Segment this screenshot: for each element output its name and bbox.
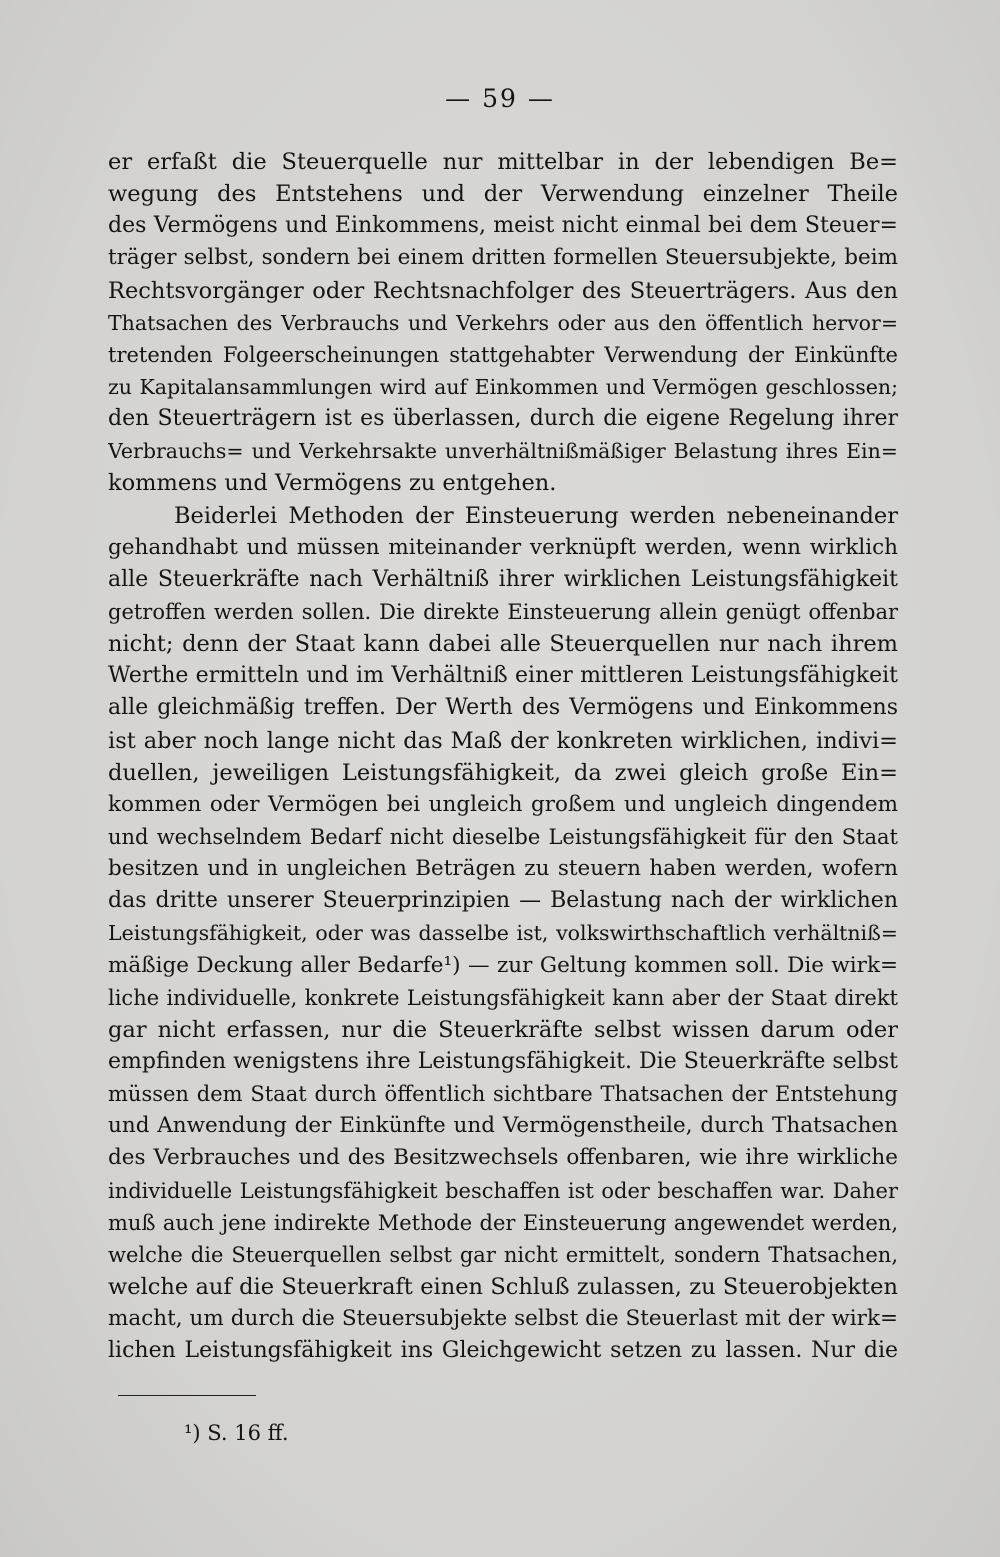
text-line: gehandhabt und müssen miteinander verknüpft werden, wenn wirklich — [108, 534, 898, 560]
page-number: — 59 — — [445, 84, 555, 113]
text-line: alle gleichmäßig treffen. Der Werth des Vermögens und Einkommens — [108, 695, 898, 721]
text-line: ist aber noch lange nicht das Maß der konkreten wirklichen, indivi= — [108, 727, 898, 754]
text-line: individuelle Leistungsfähigkeit beschaffen ist oder beschaffen war. Daher — [108, 1178, 898, 1203]
text-line: Verbrauchs= und Verkehrsakte unverhältnißmäßiger Belastung ihres Ein= — [108, 439, 898, 464]
text-line: alle Steuerkräfte nach Verhältniß ihrer wirklichen Leistungsfähigkeit — [108, 566, 898, 592]
text-line: macht, um durch die Steuersubjekte selbst die Steuerlast mit der wirk= — [108, 1306, 898, 1332]
text-line: liche individuelle, konkrete Leistungsfähigkeit kann aber der Staat direkt — [108, 985, 898, 1010]
text-line: welche die Steuerquellen selbst gar nicht ermittelt, sondern Thatsachen, — [108, 1242, 898, 1267]
text-line: mäßige Deckung aller Bedarfe¹) — zur Geltung kommen soll. Die wirk= — [108, 952, 898, 978]
text-line: kommen oder Vermögen bei ungleich großem und ungleich dingendem — [108, 791, 898, 817]
text-line: duellen, jeweiligen Leistungsfähigkeit, da zwei gleich große Ein= — [108, 759, 898, 786]
text-line: muß auch jene indirekte Methode der Einsteuerung angewendet werden, — [108, 1210, 898, 1235]
footnote: ¹) S. 16 ff. — [184, 1421, 289, 1445]
text-line: lichen Leistungsfähigkeit ins Gleichgewicht setzen zu lassen. Nur die — [108, 1338, 898, 1364]
text-line: Werthe ermitteln und im Verhältniß einer mittleren Leistungsfähigkeit — [108, 663, 898, 689]
text-line: und wechselndem Bedarf nicht dieselbe Leistungsfähigkeit für den Staat — [108, 824, 898, 849]
text-line: er erfaßt die Steuerquelle nur mittelbar in der lebendigen Be= — [108, 149, 898, 175]
text-line: kommens und Vermögens zu entgehen. — [108, 470, 557, 497]
body-text — [108, 146, 898, 1367]
text-line: Beiderlei Methoden der Einsteuerung werden nebeneinander — [174, 502, 898, 529]
text-line: tretenden Folgeerscheinungen stattgehabter Verwendung der Einkünfte — [108, 342, 898, 367]
text-line: Leistungsfähigkeit, oder was dasselbe ist, volkswirthschaftlich verhältniß= — [108, 921, 898, 946]
text-line: den Steuerträgern ist es überlassen, durch die eigene Regelung ihrer — [108, 406, 898, 432]
text-line: und Anwendung der Einkünfte und Vermögenstheile, durch Thatsachen — [108, 1113, 898, 1139]
text-line: Rechtsvorgänger oder Rechtsnachfolger des Steuerträgers. Aus den — [108, 277, 898, 304]
text-line: zu Kapitalansammlungen wird auf Einkommen und Vermögen geschlossen; — [108, 374, 898, 399]
text-line: des Vermögens und Einkommens, meist nicht einmal bei dem Steuer= — [108, 213, 898, 239]
text-line: des Verbrauches und des Besitzwechsels offenbaren, wie ihre wirkliche — [108, 1145, 898, 1171]
text-line: wegung des Entstehens und der Verwendung einzelner Theile — [108, 181, 898, 208]
footnote-separator — [118, 1395, 256, 1396]
text-line: träger selbst, sondern bei einem dritten formellen Steuersubjekte, beim — [108, 245, 898, 271]
text-line: nicht; denn der Staat kann dabei alle Steuerquellen nur nach ihrem — [108, 631, 898, 658]
text-line: besitzen und in ungleichen Beträgen zu steuern haben werden, wofern — [108, 856, 898, 882]
text-line: empfinden wenigstens ihre Leistungsfähigkeit. Die Steuerkräfte selbst — [108, 1048, 898, 1074]
text-line: welche auf die Steuerkraft einen Schluß zulassen, zu Steuerobjekten — [108, 1273, 898, 1300]
text-line: getroffen werden sollen. Die direkte Einsteuerung allein genügt offenbar — [108, 599, 898, 624]
text-line: gar nicht erfassen, nur die Steuerkräfte selbst wissen darum oder — [108, 1016, 898, 1043]
text-line: Thatsachen des Verbrauchs und Verkehrs oder aus den öffentlich hervor= — [108, 310, 898, 335]
text-line: müssen dem Staat durch öffentlich sichtbare Thatsachen der Entstehung — [108, 1082, 898, 1107]
text-line: das dritte unserer Steuerprinzipien — Belastung nach der wirklichen — [108, 888, 898, 914]
